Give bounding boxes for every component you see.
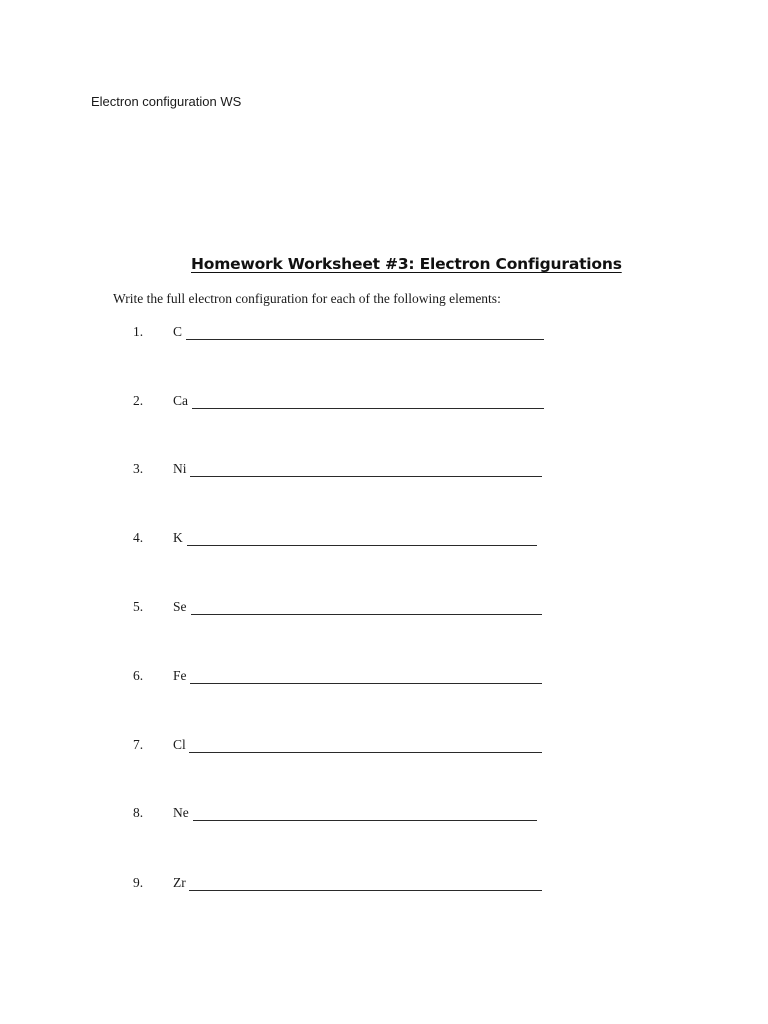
answer-line [186,339,544,340]
question-item [0,875,768,899]
question-item [0,599,768,623]
question-element: Ca [173,393,188,408]
worksheet-title: Homework Worksheet #3: Electron Configurations [191,255,622,273]
question-item [0,737,768,761]
document-label: Electron configuration WS [91,94,242,109]
question-element: C [173,324,183,339]
answer-line [191,614,542,615]
question-element: Se [173,599,187,614]
question-number: 8. [133,805,144,820]
question-element: Cl [173,737,186,752]
question-item [0,461,768,485]
answer-line [189,752,542,753]
answer-line [190,683,542,684]
question-item [0,668,768,692]
question-number: 6. [133,668,144,683]
question-item [0,324,768,348]
question-element: Zr [173,875,186,890]
answer-line [189,890,542,891]
answer-line [190,476,542,477]
question-element: Ni [173,461,187,476]
question-number: 5. [133,599,144,614]
question-element: Fe [173,668,187,683]
question-number: 2. [133,393,144,408]
answer-line [193,820,537,821]
question-item [0,805,768,829]
answer-line [192,408,544,409]
question-number: 3. [133,461,144,476]
question-number: 7. [133,737,144,752]
question-element: K [173,530,183,545]
answer-line [187,545,537,546]
question-item [0,530,768,554]
question-number: 9. [133,875,144,890]
question-number: 1. [133,324,144,339]
question-item [0,393,768,417]
question-number: 4. [133,530,144,545]
question-element: Ne [173,805,189,820]
worksheet-instructions: Write the full electron configuration for each of the following elements: [113,291,501,306]
